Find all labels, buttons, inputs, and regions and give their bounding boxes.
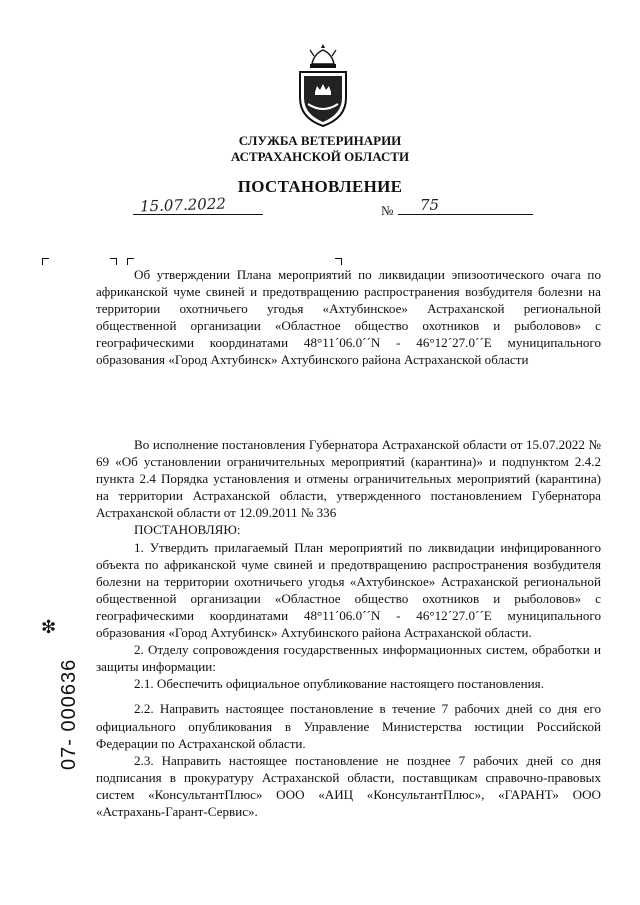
document-type: ПОСТАНОВЛЕНИЕ	[237, 177, 403, 196]
paragraph-2-1: 2.1. Обеспечить официальное опубликование настоящего постановления.	[134, 676, 544, 692]
snowflake-mark-icon: ❇	[41, 617, 57, 637]
document-title	[96, 266, 601, 369]
number-label: №	[381, 203, 394, 218]
handwritten-date: 15.07.2022	[139, 194, 227, 216]
organization-name	[0, 133, 640, 165]
decree-heading: ПОСТАНОВЛЯЮ:	[134, 522, 241, 538]
paragraph-2-3: 2.3. Направить настоящее постановление не позднее 7 рабочих дней со дня подписания в прокуратуру Астраханской области, поставщикам справочно-правовых систем «КонсультантПлюс» ООО «АИЦ «КонсультантПлюс», «ГАРАНТ» ООО «Астрахань-Гарант-Сервис».	[96, 752, 601, 819]
paragraph-1: 1. Утвердить прилагаемый План мероприятий по ликвидации инфицированного объекта по африканской чуме свиней и предотвращению распространения возбудителя болезни на территории охотничьего угодья «Ахтубинское» Астраханской региональной общественной организации «Областное общество охотников и рыболовов» с географическими координатами 48°11´06.0´´N - 46°12´27.0´´E муниципального образования «Город Ахтубинск» Ахтубинского района Астраханской области.	[96, 539, 601, 641]
number-underline	[398, 214, 533, 215]
paragraph-2: 2. Отделу сопровождения государственных информационных систем, обработки и защиты информации:	[96, 642, 601, 675]
bracket-corner-left	[42, 258, 49, 265]
coat-of-arms-icon	[294, 42, 352, 128]
bracket-corner-title-end	[335, 258, 342, 265]
serial-number: 07- 000636	[58, 658, 80, 770]
document-body	[96, 436, 601, 820]
org-line-1: СЛУЖБА ВЕТЕРИНАРИИ	[238, 133, 402, 148]
title-text: Об утверждении Плана мероприятий по ликвидации эпизоотического очага по африканской чуме свиней и предотвращению распространения возбудителя болезни на территории охотничьего угодья «Ахтубинское» Астраханской региональной общественной организации «Областное общество охотников и рыболовов» с географическими координатами 48°11´06.0´´N - 46°12´27.0´´E муниципального образования «Город Ахтубинск» Ахтубинского района Астраханской области	[96, 267, 601, 368]
org-line-2: АСТРАХАНСКОЙ ОБЛАСТИ	[230, 149, 410, 164]
bracket-corner-title-start	[127, 258, 134, 265]
handwritten-number: 75	[420, 196, 440, 214]
paragraph-2-2: 2.2. Направить настоящее постановление в течение 7 рабочих дней со дня его официального опубликования в Управление Министерства юстиции Российской Федерации по Астраханской области.	[96, 701, 601, 751]
bracket-corner-left-end	[110, 258, 117, 265]
preamble: Во исполнение постановления Губернатора Астраханской области от 15.07.2022 № 69 «Об установлении ограничительных мероприятий (карантина)» и подпунктом 2.4.2 пункта 2.4 Порядка установления и отмены ограничительных мероприятий (карантина) на территории Астраханской области, утвержденного постановлением Губернатора Астраханской области от 12.09.2011 № 336	[96, 437, 601, 521]
